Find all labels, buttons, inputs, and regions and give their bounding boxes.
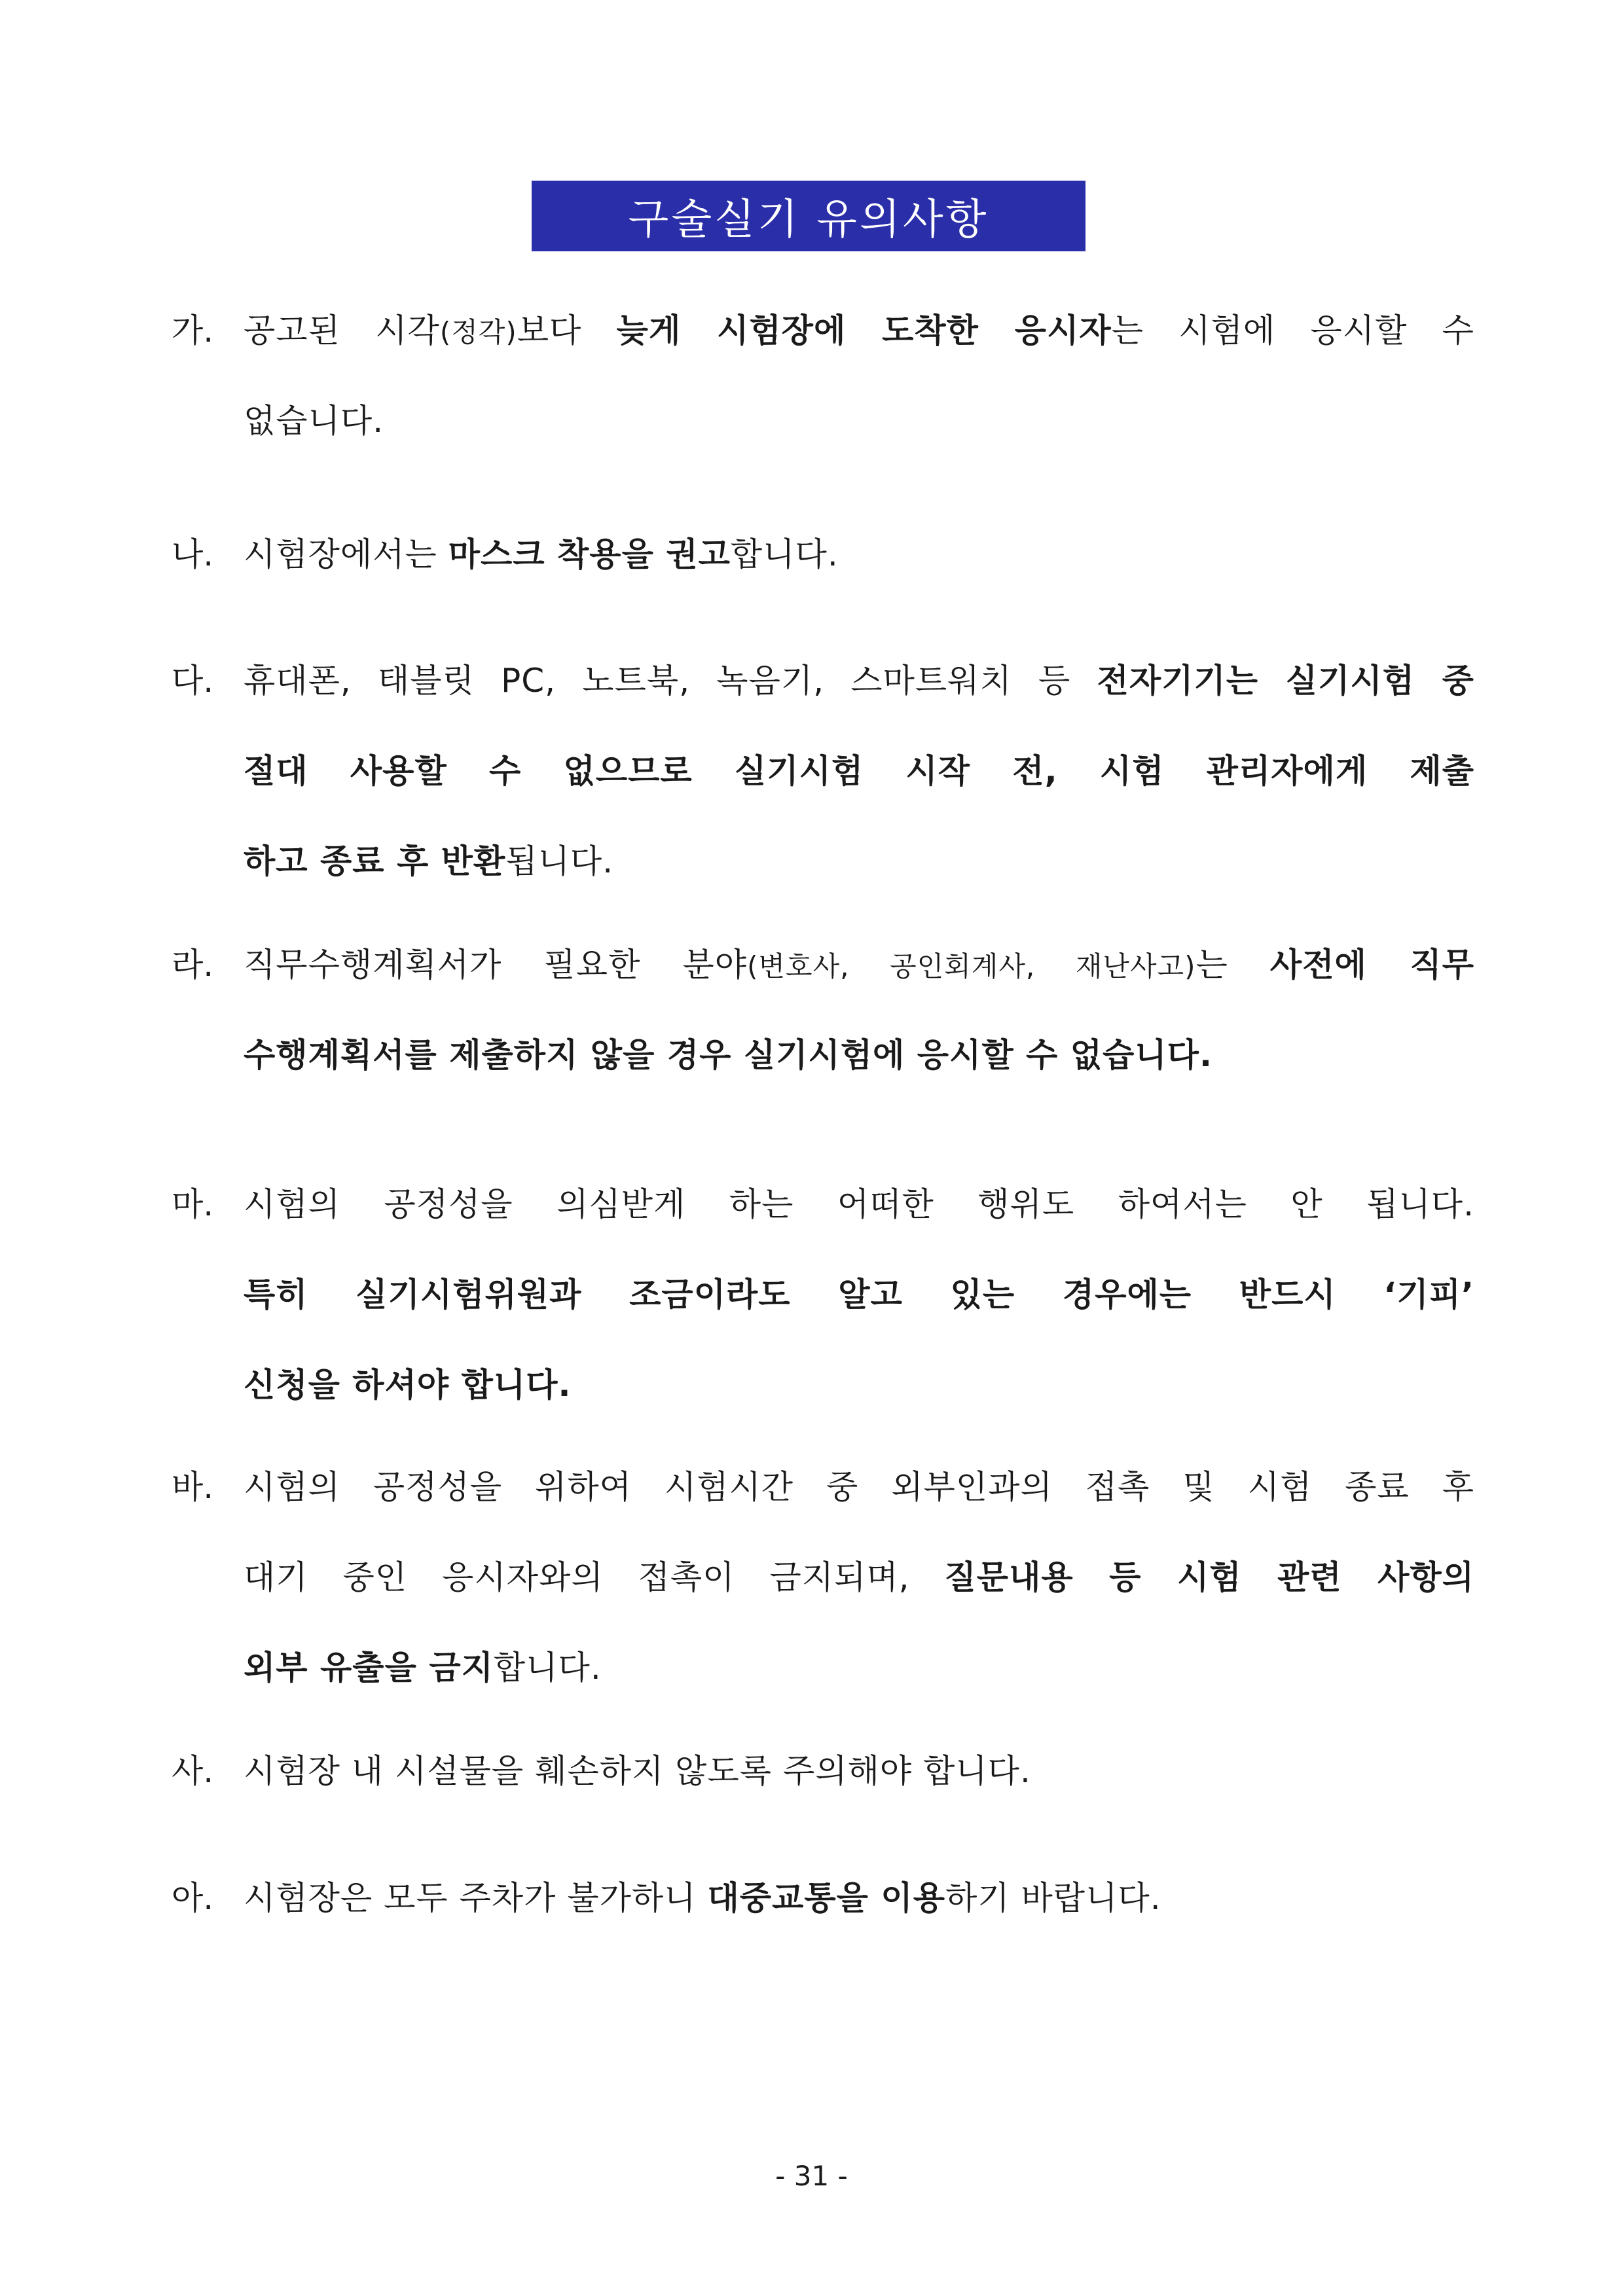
item-line: [244, 1551, 1474, 1598]
emphasis-text: 신청을 하셔야 합니다.: [244, 1366, 572, 1404]
item-line: [244, 1178, 1474, 1225]
body-text: 직무수행계획서가 필요한 분야: [244, 946, 748, 984]
emphasis-text: 마스크 착용을 권고: [448, 535, 731, 573]
item-line: [244, 304, 1474, 351]
notice-item: [172, 1745, 1474, 1835]
item-marker: 아.: [172, 1879, 214, 1917]
body-text: 보다: [517, 312, 617, 350]
item-line: [244, 835, 1474, 882]
notice-item: [172, 304, 1474, 485]
emphasis-text: 늦게 시험장에 도착한 응시자: [616, 312, 1112, 350]
emphasis-text: 전자기기는 실기시험 중: [1097, 662, 1474, 700]
body-text: 합니다.: [493, 1649, 602, 1687]
notice-item: [172, 528, 1474, 619]
item-marker: 사.: [172, 1752, 214, 1790]
notice-item: [172, 939, 1474, 1119]
notice-item: [172, 1461, 1474, 1732]
body-text: 하기 바랍니다.: [945, 1879, 1161, 1917]
notice-item: [172, 655, 1474, 925]
item-marker: 가.: [172, 312, 214, 350]
notice-item: [172, 1178, 1474, 1449]
item-line: [244, 655, 1474, 702]
body-text: 시험장은 모두 주차가 불가하니: [244, 1879, 708, 1917]
item-marker: 바.: [172, 1468, 214, 1506]
body-text: 휴대폰, 태블릿 PC, 노트북, 녹음기, 스마트워치 등: [244, 662, 1097, 700]
item-line: [244, 1745, 1474, 1792]
body-text: 시험의 공정성을 위하여 시험시간 중 외부인과의 접촉 및 시험 종료 후: [244, 1468, 1474, 1506]
item-line: [244, 1641, 1474, 1689]
emphasis-text: 수행계획서를 제출하지 않을 경우 실기시험에 응시할 수 없습니다.: [244, 1036, 1213, 1074]
item-line: [244, 528, 1474, 575]
item-line: [244, 1359, 1474, 1406]
item-line: [244, 745, 1474, 792]
body-text: 없습니다.: [244, 402, 384, 440]
body-text: 는 시험에 응시할 수: [1111, 312, 1474, 350]
body-text: 대기 중인 응시자와의 접촉이 금지되며,: [244, 1558, 945, 1596]
item-marker: 라.: [172, 946, 214, 984]
body-text: 합니다.: [730, 535, 839, 573]
body-text: 는: [1195, 946, 1270, 984]
item-line: [244, 1461, 1474, 1508]
item-marker: 나.: [172, 535, 214, 573]
item-line: [244, 395, 1474, 442]
notice-item: [172, 1872, 1474, 1962]
body-text: 공고된 시각: [244, 312, 440, 350]
emphasis-text: 특히 실기시험위원과 조금이라도 알고 있는 경우에는 반드시 ‘기피’: [244, 1276, 1474, 1314]
body-text: (정각): [439, 316, 517, 348]
body-text: 시험장에서는: [244, 535, 448, 573]
item-line: [244, 1268, 1474, 1316]
body-text: (변호사, 공인회계사, 재난사고): [747, 950, 1196, 982]
emphasis-text: 하고 종료 후 반환: [244, 842, 506, 880]
item-line: [244, 1029, 1474, 1076]
item-line: [244, 1872, 1474, 1919]
emphasis-text: 사전에 직무: [1269, 946, 1474, 984]
emphasis-text: 절대 사용할 수 없으므로 실기시험 시작 전, 시험 관리자에게 제출: [244, 752, 1474, 790]
item-line: [244, 939, 1474, 986]
emphasis-text: 질문내용 등 시험 관련 사항의: [944, 1558, 1474, 1596]
page-title: 구술실기 유의사항: [532, 181, 1085, 251]
emphasis-text: 대중교통을 이용: [707, 1879, 945, 1917]
body-text: 시험장 내 시설물을 훼손하지 않도록 주의해야 합니다.: [244, 1752, 1031, 1790]
page-number: - 31 -: [775, 2160, 848, 2192]
item-marker: 다.: [172, 662, 214, 700]
item-marker: 마.: [172, 1185, 214, 1223]
emphasis-text: 외부 유출을 금지: [244, 1649, 494, 1687]
body-text: 됩니다.: [505, 842, 614, 880]
body-text: 시험의 공정성을 의심받게 하는 어떠한 행위도 하여서는 안 됩니다.: [244, 1185, 1474, 1223]
